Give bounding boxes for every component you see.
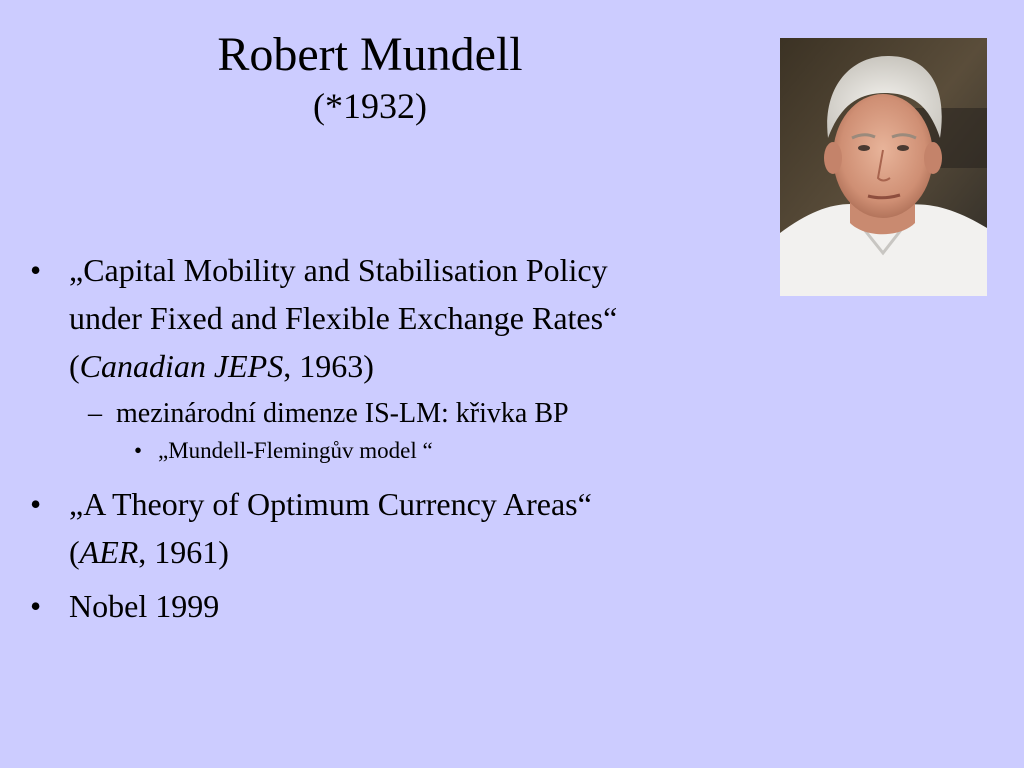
citation-year: , 1963) [283, 348, 374, 384]
bullet-text-line: „Capital Mobility and Stabilisation Policy [69, 252, 608, 288]
bullet-text: Nobel 1999 [69, 588, 220, 624]
citation-line [69, 528, 760, 576]
portrait-photo [780, 38, 987, 296]
subbullet-text: mezinárodní dimenze IS-LM: křivka BP [116, 398, 569, 429]
subsubbullet-text: „Mundell-Flemingův model “ [158, 438, 433, 463]
bullet-icon: • [134, 438, 143, 463]
slide-title-block [0, 26, 740, 128]
paren-open: ( [69, 534, 80, 570]
journal-name: Canadian JEPS [79, 348, 284, 384]
bullet-text-line: „A Theory of Optimum Currency Areas“ [69, 486, 592, 522]
bullet-item-nobel [30, 582, 760, 630]
portrait-image [780, 38, 987, 296]
dash-icon: – [88, 398, 102, 429]
bullet-item-capital-mobility [30, 246, 760, 390]
citation-line [69, 342, 760, 390]
bullet-icon: • [30, 252, 42, 288]
bullet-text-line: under Fixed and Flexible Exchange Rates“ [69, 300, 618, 336]
paren-open: ( [69, 348, 80, 384]
bullet-icon: • [30, 486, 42, 522]
citation-year: , 1961) [138, 534, 229, 570]
slide-body [30, 246, 760, 630]
slide-title: Robert Mundell [217, 28, 523, 81]
bullet-icon: • [30, 588, 42, 624]
slide-subtitle: (*1932) [313, 86, 427, 126]
bullet-item-optimum-currency [30, 480, 760, 576]
subsubbullet-item-mundell-fleming [30, 434, 760, 468]
journal-name: AER [79, 534, 139, 570]
subbullet-item-is-lm [30, 394, 760, 434]
